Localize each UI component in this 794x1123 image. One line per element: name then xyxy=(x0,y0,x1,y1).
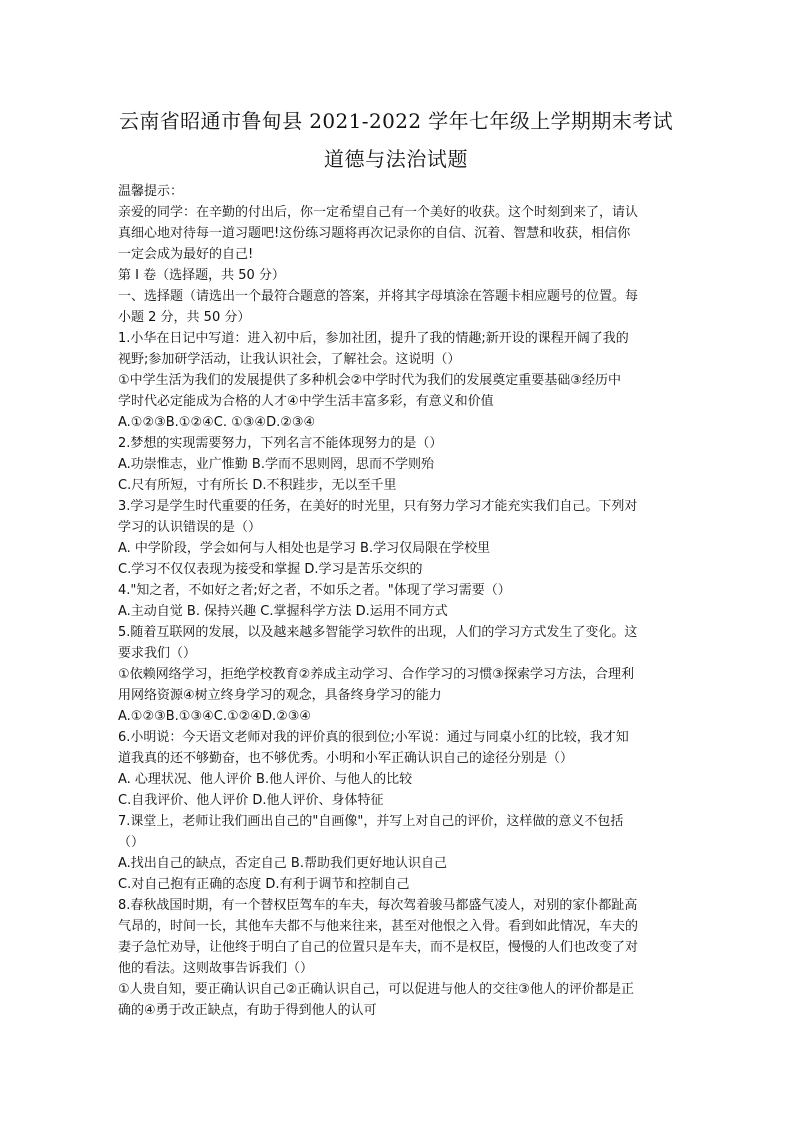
text-line: 妻子急忙劝导，让他终于明白了自己的位置只是车夫，而不是权臣，慢慢的人们也改变了对 xyxy=(118,940,639,955)
text-line: 真细心地对待每一道习题吧!这份练习题将再次记录你的自信、沉着、智慧和收获，相信你 xyxy=(118,226,631,241)
text-line: 3.学习是学生时代重要的任务，在美好的时光里，只有努力学习才能充实我们自己。下列对 xyxy=(118,499,638,514)
text-line: 气昂的，时间一长，其他车夫都不与他来往来，甚至对他恨之入骨。看到如此情况，车夫的 xyxy=(118,919,639,934)
text-line: 确的④勇于改正缺点，有助于得到他人的认可 xyxy=(118,1003,377,1018)
text-line: 道我真的还不够勤奋，也不够优秀。小明和小军正确认识自己的途径分别是（） xyxy=(118,751,574,766)
text-line: ①依赖网络学习，拒绝学校教育②养成主动学习、合作学习的习惯③探索学习方法，合理利 xyxy=(118,667,634,682)
exam-title: 云南省昭通市鲁甸县 2021-2022 学年七年级上学期期末考试 xyxy=(118,109,674,133)
text-line: A.①②③B.①③④C.①②④D.②③④ xyxy=(118,709,312,724)
text-line: A.功崇惟志，业广惟勤 B.学而不思则罔，思而不学则殆 xyxy=(118,457,434,472)
text-line: 6.小明说：今天语文老师对我的评价真的很到位;小军说：通过与同桌小红的比较，我才知 xyxy=(118,730,629,745)
exam-body xyxy=(118,181,678,1021)
text-line: 视野;参加研学活动，让我认识社会，了解社会。这说明（） xyxy=(118,352,461,367)
text-line: A.主动自觉 B. 保持兴趣 C.掌握科学方法 D.运用不同方式 xyxy=(118,604,448,619)
text-line: 一、选择题（请选出一个最符合题意的答案，并将其字母填涂在答题卡相应题号的位置。每 xyxy=(118,289,639,304)
text-line: A.找出自己的缺点，否定自己 B.帮助我们更好地认识自己 xyxy=(118,856,447,871)
text-line: A.①②③B.①②④C. ①③④D.②③④ xyxy=(118,415,316,430)
text-line: 8.春秋战国时期，有一个替权臣驾车的车夫，每次驾着骏马都盛气凌人，对别的家仆都趾高 xyxy=(118,898,638,913)
text-line: 2.梦想的实现需要努力，下列名言不能体现努力的是（） xyxy=(118,436,443,451)
text-line: 温馨提示： xyxy=(118,184,184,199)
text-line: 第 I 卷（选择题，共 50 分） xyxy=(118,268,285,283)
text-line: 小题 2 分，共 50 分） xyxy=(118,310,251,325)
text-line: A. 心理状况、他人评价 B.他人评价、与他人的比较 xyxy=(118,772,413,787)
exam-subtitle: 道德与法治试题 xyxy=(323,147,469,171)
text-line: 5.随着互联网的发展，以及越来越多智能学习软件的出现，人们的学习方式发生了变化。这 xyxy=(118,625,638,640)
text-line: 学时代必定能成为合格的人才④中学生活丰富多彩，有意义和价值 xyxy=(118,394,494,409)
text-line: 一定会成为最好的自己! xyxy=(118,247,254,262)
text-line: （） xyxy=(118,835,145,850)
text-line: A. 中学阶段，学会如何与人相处也是学习 B.学习仅局限在学校里 xyxy=(118,541,491,556)
text-line: 他的看法。这则故事告诉我们（） xyxy=(118,961,314,976)
text-line: C.尺有所短，寸有所长 D.不积跬步，无以至千里 xyxy=(118,478,397,493)
text-line: 亲爱的同学：在辛勤的付出后，你一定希望自己有一个美好的收获。这个时刻到来了，请认 xyxy=(118,205,639,220)
text-line: ①人贵自知，要正确认识自己②正确认识自己，可以促进与他人的交往③他人的评价都是正 xyxy=(118,982,634,997)
text-line: 4."知之者，不如好之者;好之者，不如乐之者。"体现了学习需要（） xyxy=(118,583,511,598)
text-line: 要求我们（） xyxy=(118,646,197,661)
text-line: C.对自己抱有正确的态度 D.有利于调节和控制自己 xyxy=(118,877,410,892)
text-line: 用网络资源④树立终身学习的观念，具备终身学习的能力 xyxy=(118,688,442,703)
text-line: ①中学生活为我们的发展提供了多种机会②中学时代为我们的发展奠定重要基础③经历中 xyxy=(118,373,621,388)
text-line: 7.课堂上，老师让我们画出自己的"自画像"，并写上对自己的评价，这样做的意义不包括 xyxy=(118,814,624,829)
text-line: 学习的认识错误的是（） xyxy=(118,520,262,535)
text-line: C.自我评价、他人评价 D.他人评价、身体特征 xyxy=(118,793,384,808)
text-line: C.学习不仅仅表现为接受和掌握 D.学习是苦乐交织的 xyxy=(118,562,423,577)
text-line: 1.小华在日记中写道：进入初中后，参加社团，提升了我的情趣;新开设的课程开阔了我的 xyxy=(118,331,629,346)
